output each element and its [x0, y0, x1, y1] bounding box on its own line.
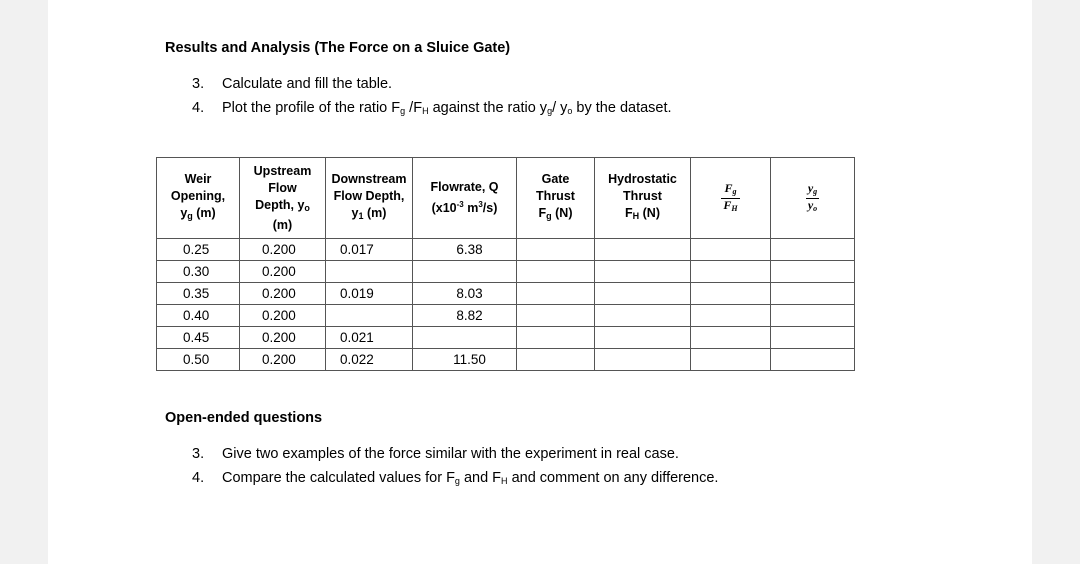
cell-weir-opening: 0.40	[157, 305, 240, 327]
item-text: Compare the calculated values for $F_g$ and $F_H$ and comment on any difference.	[222, 470, 719, 486]
cell-hydrostatic-thrust	[595, 261, 691, 283]
item-number: 3.	[192, 446, 205, 462]
cell-downstream-depth: 0.019	[326, 283, 413, 305]
cell-depth-ratio	[771, 239, 855, 261]
cell-upstream-depth: 0.200	[240, 305, 326, 327]
header-downstream-depth: Downstream Flow Depth, $y_1$ (m)	[326, 158, 413, 239]
question-item	[192, 446, 718, 470]
cell-depth-ratio	[771, 349, 855, 371]
cell-force-ratio	[691, 283, 771, 305]
header-depth-ratio	[771, 158, 855, 239]
cell-gate-thrust	[517, 283, 595, 305]
cell-upstream-depth: 0.200	[240, 239, 326, 261]
cell-gate-thrust	[517, 239, 595, 261]
table-row	[157, 261, 855, 283]
table-row	[157, 349, 855, 371]
question-list	[192, 446, 718, 494]
header-weir-opening: Weir Opening, $y_g$ (m)	[157, 158, 240, 239]
cell-upstream-depth: 0.200	[240, 327, 326, 349]
cell-upstream-depth: 0.200	[240, 261, 326, 283]
cell-weir-opening: 0.25	[157, 239, 240, 261]
item-number: 4.	[192, 470, 205, 486]
header-hydrostatic-thrust: Hydrostatic Thrust $F_H$ (N)	[595, 158, 691, 239]
cell-force-ratio	[691, 305, 771, 327]
cell-force-ratio	[691, 239, 771, 261]
cell-gate-thrust	[517, 349, 595, 371]
cell-flowrate: 6.38	[413, 239, 517, 261]
force-ratio-fraction: $\frac{Fg}{FH}$	[723, 180, 738, 213]
item-text: Calculate and fill the table.	[222, 76, 393, 92]
cell-hydrostatic-thrust	[595, 327, 691, 349]
table-row	[157, 239, 855, 261]
cell-hydrostatic-thrust	[595, 239, 691, 261]
cell-depth-ratio	[771, 261, 855, 283]
header-gate-thrust: Gate Thrust $F_g$ (N)	[517, 158, 595, 239]
cell-hydrostatic-thrust	[595, 349, 691, 371]
item-text: Give two examples of the force similar with the experiment in real case.	[222, 446, 679, 462]
cell-force-ratio	[691, 349, 771, 371]
cell-force-ratio	[691, 261, 771, 283]
item-number: 4.	[192, 100, 205, 116]
cell-hydrostatic-thrust	[595, 305, 691, 327]
table-row	[157, 305, 855, 327]
question-item	[192, 470, 718, 494]
cell-gate-thrust	[517, 327, 595, 349]
open-ended-title: Open-ended questions	[165, 410, 323, 426]
item-number: 3.	[192, 76, 205, 92]
item-text: Plot the profile of the ratio $F_g$ $/F_H$ against the ratio $y_g/$ $y_o$ by the dataset.	[222, 100, 672, 116]
instruction-item	[192, 76, 672, 100]
cell-weir-opening: 0.45	[157, 327, 240, 349]
cell-weir-opening: 0.30	[157, 261, 240, 283]
instruction-item	[192, 100, 672, 124]
cell-downstream-depth: 0.017	[326, 239, 413, 261]
table-row	[157, 283, 855, 305]
cell-flowrate: 11.50	[413, 349, 517, 371]
cell-flowrate: 8.82	[413, 305, 517, 327]
cell-weir-opening: 0.35	[157, 283, 240, 305]
cell-flowrate	[413, 327, 517, 349]
cell-flowrate: 8.03	[413, 283, 517, 305]
cell-downstream-depth	[326, 261, 413, 283]
document-page	[48, 0, 1032, 564]
table-header-row	[157, 158, 855, 239]
cell-upstream-depth: 0.200	[240, 349, 326, 371]
cell-depth-ratio	[771, 305, 855, 327]
cell-force-ratio	[691, 327, 771, 349]
header-flowrate: Flowrate, Q ($x10^{-3}$ $m^3/s$)	[413, 158, 517, 239]
table-row	[157, 327, 855, 349]
cell-flowrate	[413, 261, 517, 283]
cell-gate-thrust	[517, 305, 595, 327]
cell-downstream-depth: 0.021	[326, 327, 413, 349]
cell-hydrostatic-thrust	[595, 283, 691, 305]
cell-downstream-depth: 0.022	[326, 349, 413, 371]
results-table	[156, 157, 855, 371]
cell-gate-thrust	[517, 261, 595, 283]
header-upstream-depth: Upstream Flow Depth, $y_o$ (m)	[240, 158, 326, 239]
instruction-list	[192, 76, 672, 124]
cell-depth-ratio	[771, 283, 855, 305]
cell-depth-ratio	[771, 327, 855, 349]
header-force-ratio	[691, 158, 771, 239]
cell-downstream-depth	[326, 305, 413, 327]
cell-weir-opening: 0.50	[157, 349, 240, 371]
section-title: Results and Analysis (The Force on a Sluice Gate)	[165, 40, 511, 56]
depth-ratio-fraction: $\frac{yg}{yo}$	[807, 180, 818, 213]
cell-upstream-depth: 0.200	[240, 283, 326, 305]
